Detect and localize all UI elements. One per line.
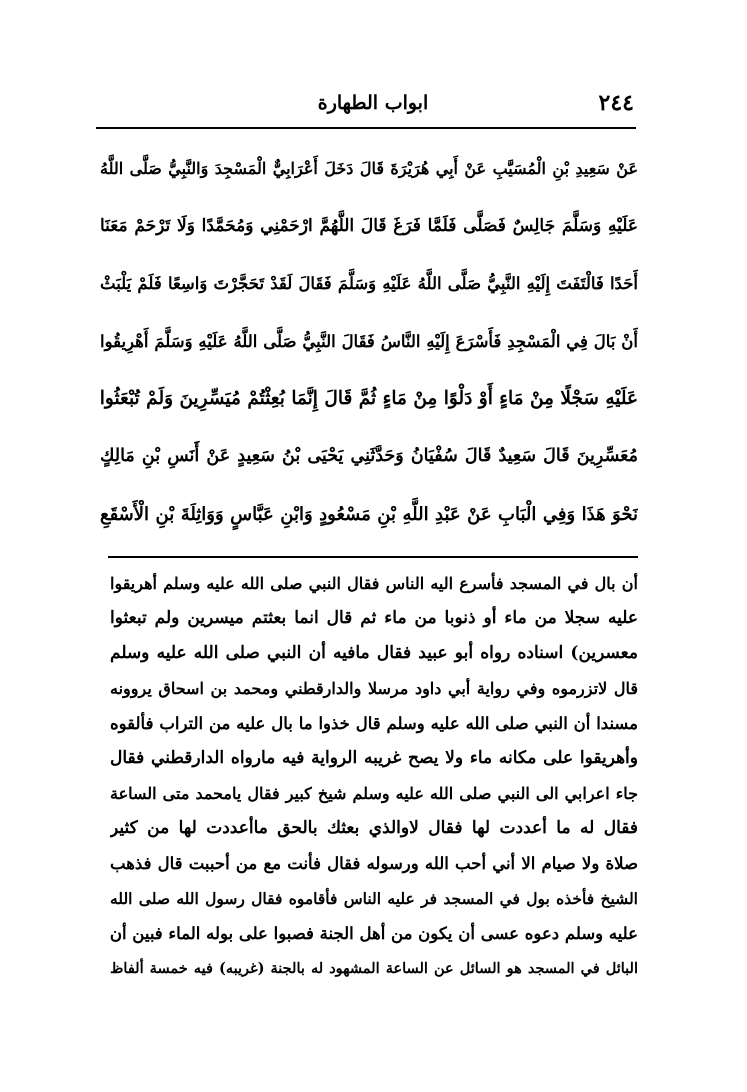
commentary-line: صلاة ولا صيام الا أني أحب الله ورسوله فقال فأنت مع من أحببت قال فذهب bbox=[110, 854, 638, 873]
commentary-line: معسرين) اسناده رواه أبو عبيد فقال مافيه أن النبي صلى الله عليه وسلم bbox=[110, 643, 638, 663]
commentary-line: عليه وسلم دعوه عسى أن يكون من أهل الجنة فصبوا على بوله الماء فبين أن bbox=[110, 924, 638, 943]
hadith-text bbox=[100, 140, 638, 543]
commentary-line: فقال له ما أعددت لها فقال لاوالذي بعثك بالحق ماأعددت لها من كثير bbox=[110, 818, 638, 838]
commentary-line: عليه سجلا من ماء أو ذنوبا من ماء ثم قال انما بعثتم ميسرين ولم تبعثوا bbox=[110, 608, 638, 628]
section-divider bbox=[108, 556, 638, 558]
commentary-line: جاء اعرابي الى النبي صلى الله عليه وسلم شيخ كبير فقال يامحمد متى الساعة bbox=[110, 784, 638, 803]
header-rule bbox=[96, 127, 636, 129]
page-header bbox=[112, 88, 634, 122]
commentary-line: الشيخ فأخذه بول في المسجد فر عليه الناس فأقاموه فقال رسول الله صلى الله bbox=[110, 889, 638, 908]
hadith-line: عَلَيْهِ وَسَلَّمَ جَالِسٌ فَصَلَّى فَلَمَّا فَرَغَ قَالَ اللَّهُمَّ ارْحَمْنِي وَمُحَمَّدًا وَلَا تَرْحَمْ مَعَنَا bbox=[100, 215, 638, 236]
commentary-line: البائل في المسجد هو السائل عن الساعة المشهود له بالجنة (غريبه) فيه خمسة ألفاظ bbox=[110, 960, 638, 977]
hadith-line: مُعَسِّرِينَ قَالَ سَعِيدٌ قَالَ سُفْيَانُ وَحَدَّثَنِي يَحْيَى بْنُ سَعِيدٍ عَنْ أَنَسِ بْنِ مَالِكٍ bbox=[100, 445, 638, 466]
commentary-line: مسندا أن النبي صلى الله عليه وسلم قال خذوا ما بال عليه من التراب فألقوه bbox=[110, 714, 638, 733]
commentary-line: أن بال في المسجد فأسرع اليه الناس فقال النبي صلى الله عليه وسلم أهريقوا bbox=[110, 574, 638, 593]
hadith-line: عَنْ سَعِيدِ بْنِ الْمُسَيَّبِ عَنْ أَبِي هُرَيْرَةَ قَالَ دَخَلَ أَعْرَابِيٌّ الْمَسْجِدَ وَالنَّبِيُّ صَلَّى اللَّهُ bbox=[100, 159, 638, 178]
commentary-line: وأهريقوا على مكانه ماء ولا يصح غريبه الرواية فيه مارواه الدارقطني فقال bbox=[110, 748, 638, 768]
running-title: ابواب الطهارة bbox=[317, 92, 429, 114]
hadith-line: أَنْ بَالَ فِي الْمَسْجِدِ فَأَسْرَعَ إِلَيْهِ النَّاسُ فَقَالَ النَّبِيُّ صَلَّى اللَّهُ عَلَيْهِ وَسَلَّمَ أَهْرِيقُوا bbox=[100, 331, 638, 351]
page-number: ٢٤٤ bbox=[598, 90, 634, 116]
commentary-text bbox=[110, 566, 638, 986]
hadith-line: عَلَيْهِ سَجْلًا مِنْ مَاءٍ أَوْ دَلْوًا مِنْ مَاءٍ ثُمَّ قَالَ إِنَّمَا بُعِثْتُمْ مُيَسِّرِينَ وَلَمْ تُبْعَثُوا bbox=[100, 388, 638, 410]
hadith-line: أَحَدًا فَالْتَفَتَ إِلَيْهِ النَّبِيُّ صَلَّى اللَّهُ عَلَيْهِ وَسَلَّمَ فَقَالَ لَقَدْ تَحَجَّرْتَ وَاسِعًا فَلَمْ يَلْبَثْ bbox=[100, 274, 638, 294]
commentary-line: قال لاتزرموه وفي رواية أبي داود مرسلا والدارقطني ومحمد بن اسحاق يروونه bbox=[110, 679, 638, 698]
hadith-line: نَحْوَ هَذَا وَفِي الْبَابِ عَنْ عَبْدِ اللَّهِ بْنِ مَسْعُودٍ وَابْنِ عَبَّاسٍ وَوَاثِلَةَ بْنِ الْأَسْقَعِ bbox=[100, 503, 638, 525]
